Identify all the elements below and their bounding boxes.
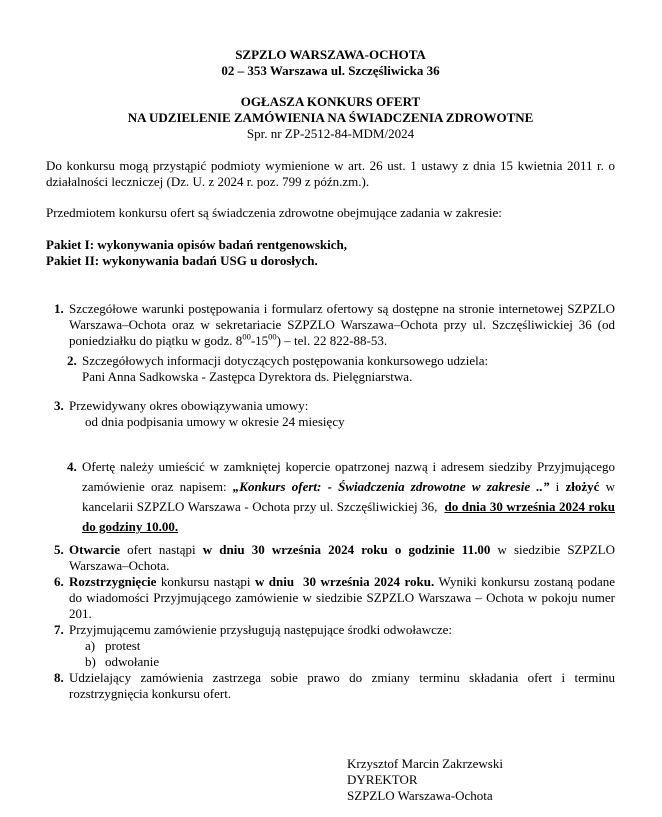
paragraph-eligibility: Do konkursu mogą przystąpić podmioty wymienione w art. 26 ust. 1 ustawy z dnia 15 kwietnia 2011 r. o działalności leczniczej (Dz. U. z 2024 r. poz. 799 z późn.zm.).: [46, 158, 615, 189]
list-item-7: [46, 622, 615, 670]
item-6-text-a: konkursu nastąpi: [156, 574, 255, 589]
item-4-deadline: do dnia 30 września 2024 roku do godziny 10.00.: [82, 499, 615, 534]
item-7-sub-b-text: odwołanie: [105, 654, 160, 669]
item-6-bold-a: Rozstrzygnięcie: [69, 574, 157, 589]
item-4-number: 4.: [67, 459, 77, 474]
item-7-line1: Przyjmującemu zamówienie przysługują następujące środki odwoławcze:: [69, 622, 453, 637]
item-4-envelope-label: „Konkurs ofert: - Świadczenia zdrowotne w zakresie ..”: [232, 479, 550, 494]
item-7-sub-b-label: b): [85, 654, 96, 669]
item-3-line2: od dnia podpisania umowy w okresie 24 miesięcy: [85, 414, 345, 429]
item-3-number: 3.: [54, 398, 64, 413]
item-1-number: 1.: [54, 301, 64, 316]
item-4-text: [82, 457, 619, 537]
item-4-text-a: Ofertę należy umieścić w zamkniętej kopercie opatrzonej nazwą i adresem siedziby Przyjmującego zamówienie oraz napisem:: [82, 459, 615, 494]
item-2-text: [82, 353, 615, 385]
list-item-5: [46, 542, 615, 574]
item-1-text: [69, 301, 615, 349]
item-7-number: 7.: [54, 622, 64, 637]
item-1-hours-open: 00: [242, 331, 251, 342]
item-5-text-a: ofert nastąpi: [120, 542, 203, 557]
item-7-sub-a: [69, 638, 615, 654]
item-2-line2: Pani Anna Sadkowska - Zastępca Dyrektora ds. Pielęgniarstwa.: [82, 369, 413, 384]
signature-block: [347, 756, 615, 804]
list-item-1: [46, 301, 615, 349]
item-7-sub-a-label: a): [85, 638, 96, 653]
item-1-hours-close: 00: [268, 331, 277, 342]
item-5-text-b: w siedzibie SZPZLO Warszawa–Ochota.: [69, 542, 615, 573]
list-item-4: [46, 457, 619, 537]
item-5-bold-a: Otwarcie: [69, 542, 121, 557]
list-item-6: [46, 574, 615, 622]
pakiet-1-line: Pakiet I: wykonywania opisów badań rentgenowskich,: [46, 237, 347, 252]
item-5-opening-date: w dniu 30 września 2024 roku o godzinie 11.00: [202, 542, 491, 557]
item-6-resolution-date: w dniu 30 września 2024 roku.: [254, 574, 435, 589]
item-6-number: 6.: [54, 574, 64, 589]
item-7-sub-b: [69, 654, 615, 670]
item-8-number: 8.: [54, 670, 64, 685]
org-address: 02 – 353 Warszawa ul. Szczęśliwicka 36: [221, 63, 440, 78]
item-6-text: [69, 574, 615, 622]
signature-title: DYREKTOR: [347, 772, 418, 787]
paragraph-subject: Przedmiotem konkursu ofert są świadczenia zdrowotne obejmujące zadania w zakresie:: [46, 205, 502, 220]
item-3-text: [69, 398, 615, 430]
announcement-title-line1: OGŁASZA KONKURS OFERT: [240, 94, 421, 109]
org-name: SZPZLO WARSZAWA-OCHOTA: [235, 47, 426, 62]
item-4-text-bold: złożyć: [565, 479, 600, 494]
list-item-3: [46, 398, 615, 430]
item-2-line1: Szczegółowych informacji dotyczących postępowania konkursowego udziela:: [82, 353, 489, 368]
item-1-text-c: ) – tel. 22 822-88-53.: [276, 333, 388, 348]
item-6-text-b: Wyniki konkursu zostaną podane do wiadomości Przyjmującego zamówienie w siedzibie SZPZLO Warszawa – Ochota w pokoju numer 201.: [69, 574, 615, 621]
item-7-sub-a-text: protest: [105, 638, 141, 653]
item-5-text: [69, 542, 615, 574]
item-1-text-a: Szczegółowe warunki postępowania i formularz ofertowy są dostępne na stronie internetowej SZPZLO Warszawa–Ochota oraz w sekretariacie SZPZLO Warszawa–Ochota przy ul. Szczęśliwickiej 36 (od poniedziałku do piątku w godz. 8: [69, 301, 615, 348]
item-3-line1: Przewidywany okres obowiązywania umowy:: [69, 398, 309, 413]
list-item-8: [46, 670, 615, 702]
item-4-text-c: w kancelarii SZPZLO Warszawa - Ochota przy ul. Szczęśliwickiej 36,: [82, 479, 619, 514]
item-1-text-b: -15: [250, 333, 269, 348]
list-item-2: [46, 353, 615, 385]
item-5-number: 5.: [54, 542, 64, 557]
item-4-text-b: i: [549, 479, 566, 494]
conditions-list: [46, 301, 619, 702]
signature-name: Krzysztof Marcin Zakrzewski: [347, 756, 503, 771]
signature-org: SZPZLO Warszawa-Ochota: [347, 788, 493, 803]
item-7-text: [69, 622, 615, 670]
pakiet-2-line: Pakiet II: wykonywania badań USG u dorosłych.: [46, 253, 318, 268]
item-2-number: 2.: [67, 353, 77, 368]
case-number: Spr. nr ZP-2512-84-MDM/2024: [246, 126, 415, 141]
item-8-text: Udzielający zamówienia zastrzega sobie prawo do zmiany terminu składania ofert i terminu rozstrzygnięcia konkursu ofert.: [69, 670, 615, 701]
announcement-title-line2: NA UDZIELENIE ZAMÓWIENIA NA ŚWIADCZENIA ZDROWOTNE: [127, 110, 534, 125]
